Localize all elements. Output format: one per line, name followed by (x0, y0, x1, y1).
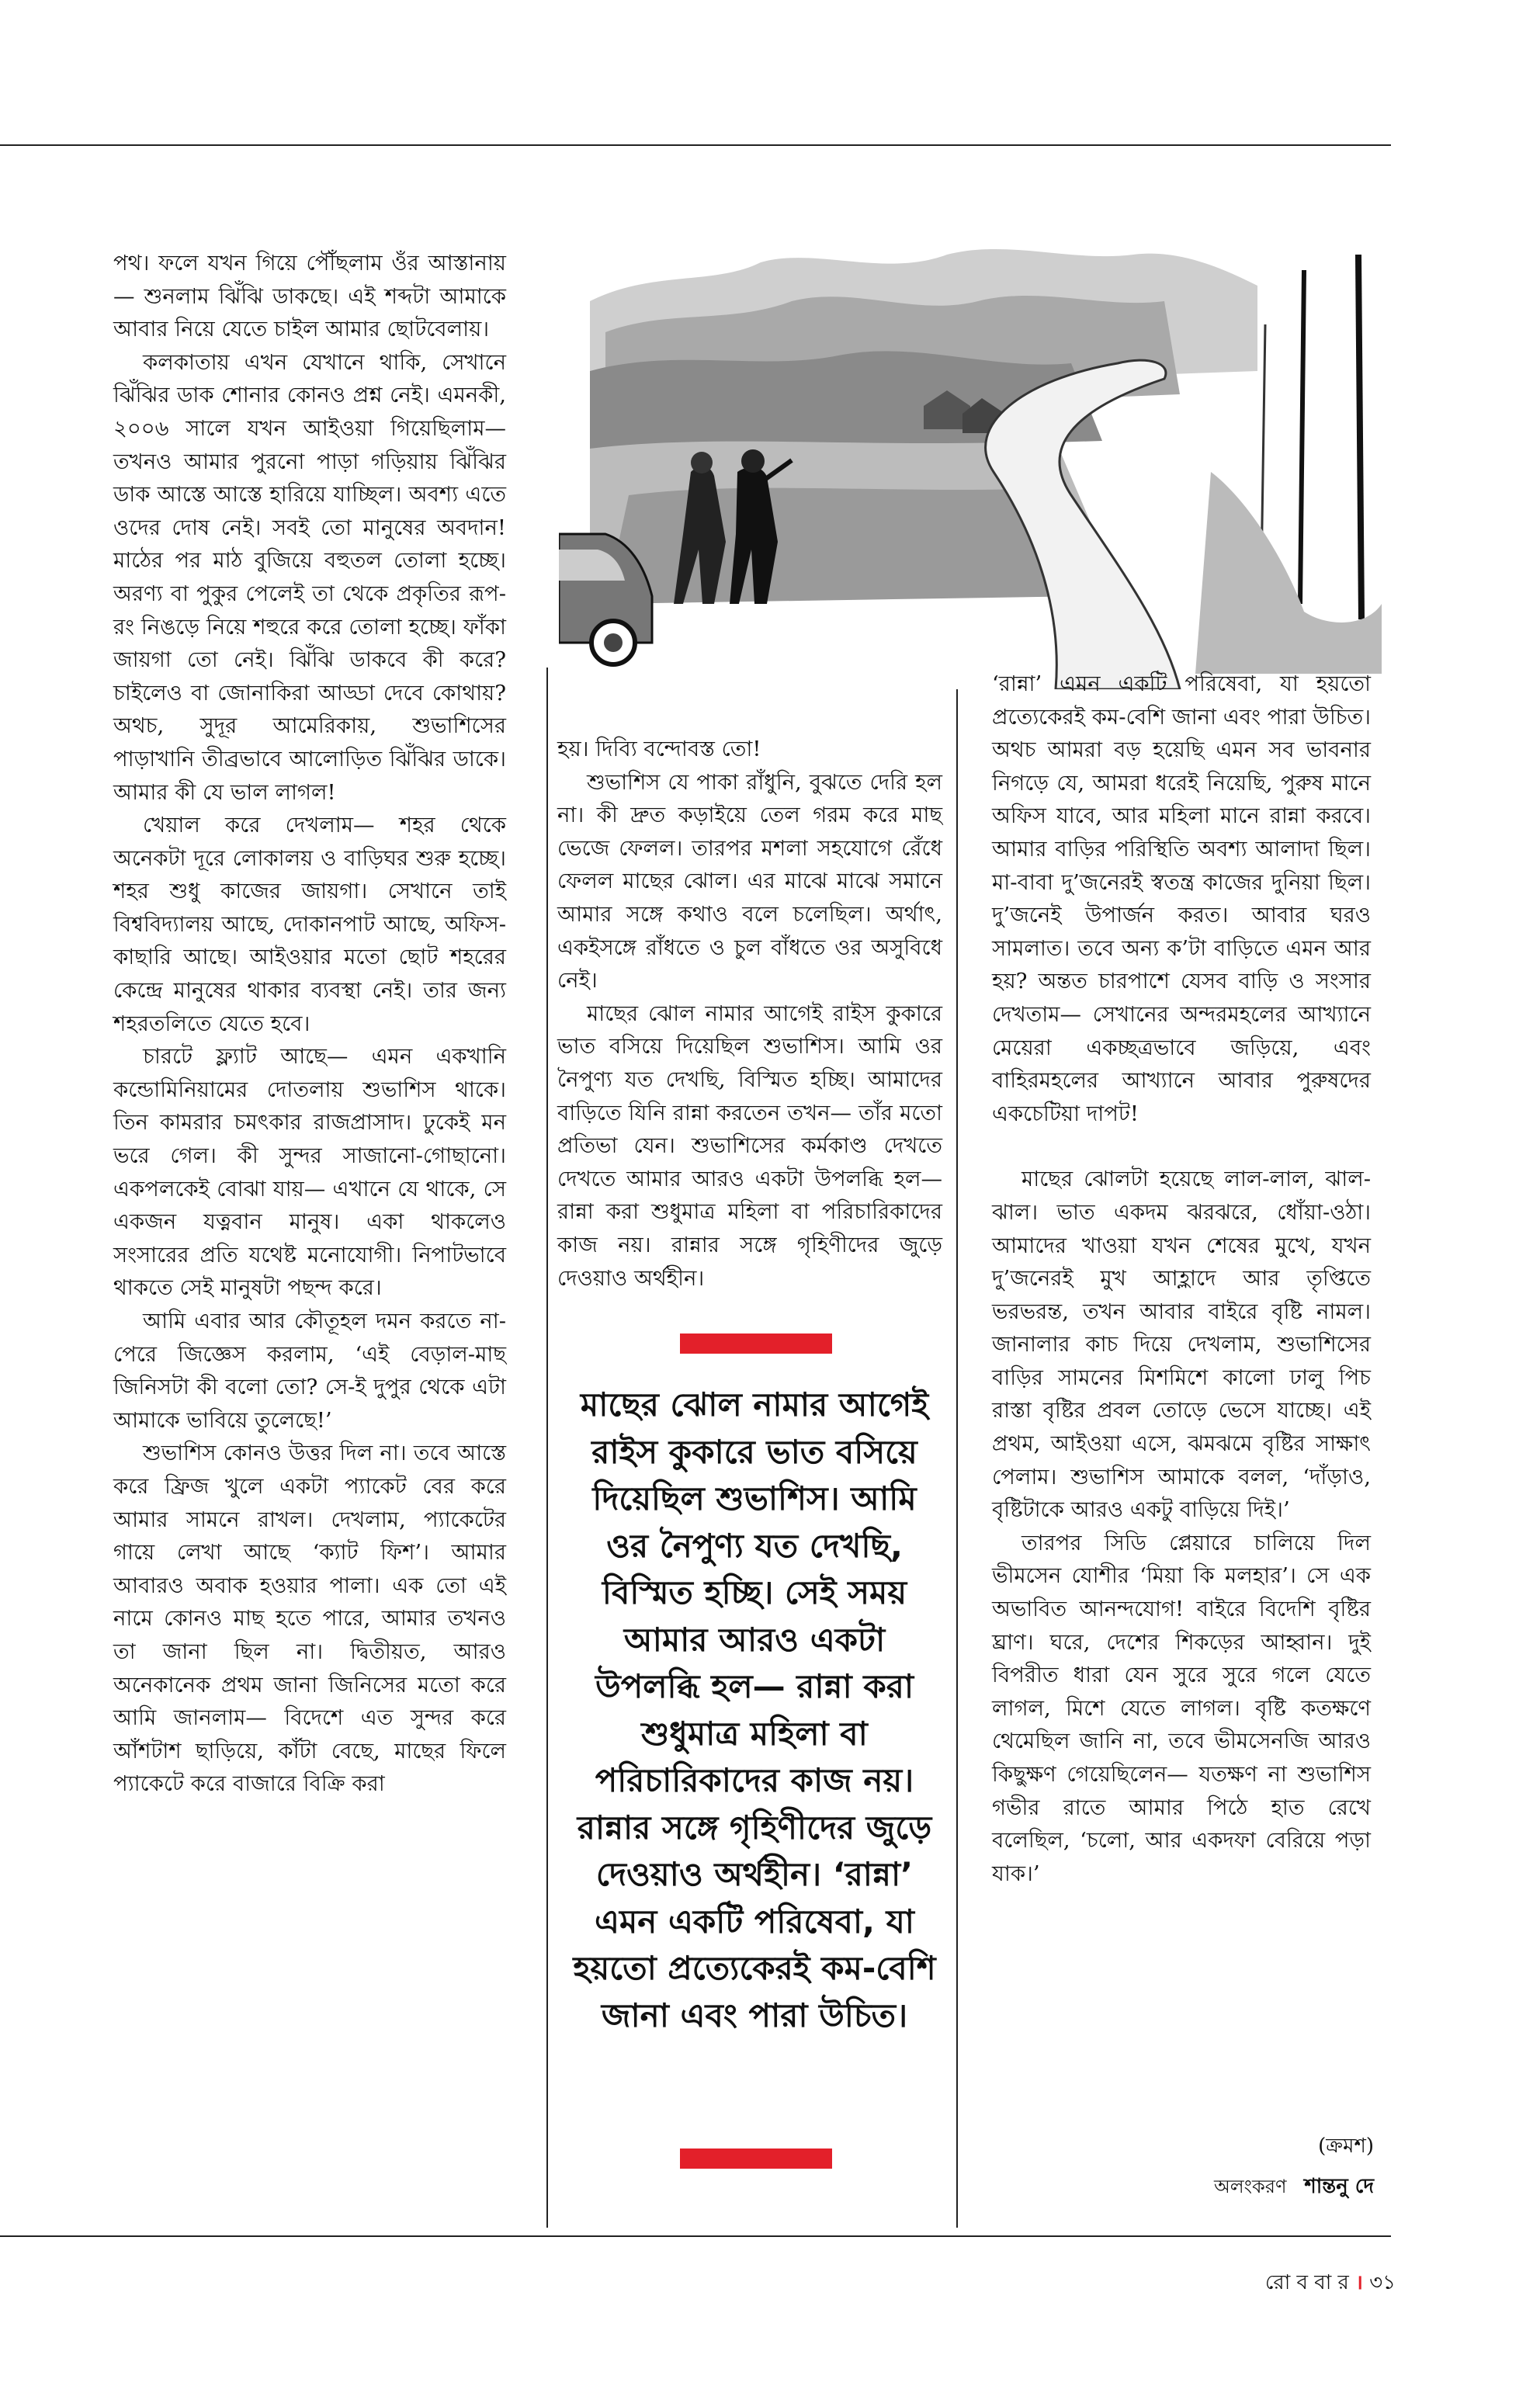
paragraph: চারটে ফ্ল্যাট আছে— এমন একখানি কন্ডোমিনিয়ামের দোতলায় শুভাশিস থাকে। তিন কামরার চমৎকার রাজপ্রাসাদ। ঢুকেই মন ভরে গেল। কী সুন্দর সাজানো-গোছানো। একপলকেই বোঝা যায়— এখানে যে থাকে, সে একজন যত্নবান মানুষ। একা থাকলেও সংসারের প্রতি যথেষ্ট মনোযোগী। নিপাটভাবে থাকতে সেই মানুষটা পছন্দ করে। (113, 1044, 506, 1301)
paragraph: শুভাশিস যে পাকা রাঁধুনি, বুঝতে দেরি হল না। কী দ্রুত কড়াইয়ে তেল গরম করে মাছ ভেজে ফেলল। তারপর মশলা সহযোগে রেঁধে ফেলল মাছের ঝোল। এর মাঝে মাঝে সমানে আমার সঙ্গে কথাও বলে চলেছিল। অর্থাৎ, একইসঙ্গে রাঁধতে ও চুল বাঁধতে ওর অসুবিধে নেই। (557, 769, 942, 994)
road-landscape-illustration (559, 239, 1397, 689)
page-folio (1265, 2266, 1396, 2301)
page-number: ৩১ (1369, 2271, 1396, 2294)
paragraph: পথ। ফলে যখন গিয়ে পৌঁছলাম ওঁর আস্তানায়— শুনলাম ঝিঁঝি ডাকছে। এই শব্দটা আমাকে আবার নিয়ে যেতে চাইল আমার ছোটবেলায়। (113, 251, 506, 342)
article-column-2 (557, 733, 942, 1295)
paragraph: আমি এবার আর কৌতূহল দমন করতে না-পেরে জিজ্ঞেস করলাম, ‘এই বেড়াল-মাছ জিনিসটা কী বলো তো? সে-ই দুপুর থেকে এটা আমাকে ভাবিয়ে তুলেছে!’ (113, 1309, 506, 1433)
paragraph: মাছের ঝোলটা হয়েছে লাল-লাল, ঝাল-ঝাল। ভাত একদম ঝরঝরে, ধোঁয়া-ওঠা। আমাদের খাওয়া যখন শেষের মুখে, যখন দু’জনেরই মুখ আহ্লাদে আর তৃপ্তিতে ভরভরন্ত, তখন আবার বাইরে বৃষ্টি নামল। জানালার কাচ দিয়ে দেখলাম, শুভাশিসের বাড়ির সামনের মিশমিশে কালো ঢালু পিচ রাস্তা বৃষ্টির প্রবল তোড়ে ভেসে যাচ্ছে। এই প্রথম, আইওয়া এসে, ঝমঝমে বৃষ্টির সাক্ষাৎ পেলাম। শুভাশিস আমাকে বলল, ‘দাঁড়াও, বৃষ্টিটাকে আরও একটু বাড়িয়ে দিই।’ (992, 1167, 1371, 1523)
credit-label: অলংকরণ (1213, 2176, 1287, 2197)
column-divider-left (546, 668, 548, 2228)
credit-name: শান্তনু দে (1304, 2175, 1374, 2198)
article-column-3 (992, 668, 1371, 1890)
paragraph: হয়। দিব্যি বন্দোবস্ত তো! (557, 737, 761, 761)
column-divider-right (956, 668, 958, 2228)
paragraph: ‘রান্না’ এমন একটি পরিষেবা, যা হয়তো প্রত্যেকেরই কম-বেশি জানা এবং পারা উচিত। অথচ আমরা বড় হয়েছি এমন সব ভাবনার নিগড়ে যে, আমরা ধরেই নিয়েছি, পুরুষ মানে অফিস যাবে, আর মহিলা মানে রান্না করবে। আমার বাড়ির পরিস্থিতি অবশ্য আলাদা ছিল। মা-বাবা দু’জনেরই স্বতন্ত্র কাজের দুনিয়া ছিল। দু’জনেই উপার্জন করত। আবার ঘরও সামলাত। তবে অন্য ক’টা বাড়িতে এমন আর হয়? অন্তত চারপাশে যেসব বাড়ি ও সংসার দেখতাম— সেখানের অন্দরমহলের আখ্যানে মেয়েরা একচ্ছত্রভাবে জড়িয়ে, এবং বাহিরমহলের আখ্যানে আবার পুরুষদের একচেটিয়া দাপট! (992, 671, 1371, 1126)
paragraph: কলকাতায় এখন যেখানে থাকি, সেখানে ঝিঁঝির ডাক শোনার কোনও প্রশ্ন নেই। এমনকী, ২০০৬ সালে যখন আইওয়া গিয়েছিলাম— তখনও আমার পুরনো পাড়া গড়িয়ায় ঝিঁঝির ডাক আস্তে আস্তে হারিয়ে যাচ্ছিল। অবশ্য এতে ওদের দোষ নেই। সবই তো মানুষের অবদান! মাঠের পর মাঠ বুজিয়ে বহুতল তোলা হচ্ছে। অরণ্য বা পুকুর পেলেই তা থেকে প্রকৃতির রূপ-রং নিঙড়ে নিয়ে শহুরে করে তোলা হচ্ছে। ফাঁকা জায়গা তো নেই। ঝিঁঝি ডাকবে কী করে? চাইলেও বা জোনাকিরা আড্ডা দেবে কোথায়? অথচ, সুদূর আমেরিকায়, শুভাশিসের পাড়াখানি তীব্রভাবে আলোড়িত ঝিঁঝির ডাকে। আমার কী যে ভাল লাগল! (113, 349, 506, 805)
continued-label: (ক্রমশ) (1318, 2135, 1374, 2158)
pull-quote: মাছের ঝোল নামার আগেই রাইস কুকারে ভাত বসিয়ে দিয়েছিল শুভাশিস। আমি ওর নৈপুণ্য যত দেখছি, বিস্মিত হচ্ছি। সেই সময় আমার আরও একটা উপলব্ধি হল— রান্না করা শুধুমাত্র মহিলা বা পরিচারিকাদের কাজ নয়। রান্নার সঙ্গে গৃহিণীদের জুড়ে দেওয়াও অর্থহীন। ‘রান্না’ এমন একটি পরিষেবা, যা হয়তো প্রত্যেকেরই কম-বেশি জানা এবং পারা উচিত। (573, 1386, 936, 2034)
magazine-name: রো ব বা র (1264, 2271, 1349, 2294)
bottom-rule (0, 2235, 1391, 2237)
folio-separator: । (1355, 2271, 1363, 2294)
paragraph: মাছের ঝোল নামার আগেই রাইস কুকারে ভাত বসিয়ে দিয়েছিল শুভাশিস। আমি ওর নৈপুণ্য যত দেখছি, বিস্মিত হচ্ছি। আমাদের বাড়িতে যিনি রান্না করতেন তখন— তাঁর মতো প্রতিভা যেন। শুভাশিসের কর্মকাণ্ড দেখতে দেখতে আমার আরও একটা উপলব্ধি হল— রান্না করা শুধুমাত্র মহিলা বা পরিচারিকাদের কাজ নয়। রান্নার সঙ্গে গৃহিণীদের জুড়ে দেওয়াও অর্থহীন। (557, 1001, 942, 1291)
illustration-credit (1214, 2170, 1374, 2204)
article-column-1 (113, 247, 506, 1801)
pull-quote-bottom-bar (680, 2148, 832, 2169)
paragraph: খেয়াল করে দেখলাম— শহর থেকে অনেকটা দূরে লোকালয় ও বাড়িঘর শুরু হচ্ছে। শহর শুধু কাজের জায়গা। সেখানে তাই বিশ্ববিদ্যালয় আছে, দোকানপাট আছে, অফিস-কাছারি আছে। আইওয়ার মতো ছোট শহরের কেন্দ্রে মানুষের থাকার ব্যবস্থা নেই। তার জন্য শহরতলিতে যেতে হবে। (113, 813, 506, 1036)
pull-quote-top-bar (680, 1333, 832, 1354)
paragraph: শুভাশিস কোনও উত্তর দিল না। তবে আস্তে করে ফ্রিজ খুলে একটা প্যাকেট বের করে আমার সামনে রাখল। দেখলাম, প্যাকেটের গায়ে লেখা আছে ‘ক্যাট ফিশ’। আমার আবারও অবাক হওয়ার পালা। এক তো এই নামে কোনও মাছ হতে পারে, আমার তখনও তা জানা ছিল না। দ্বিতীয়ত, আরও অনেকানেক প্রথম জানা জিনিসের মতো করে আমি জানলাম— বিদেশে এত সুন্দর করে আঁশটাশ ছাড়িয়ে, কাঁটা বেছে, মাছের ফিলে প্যাকেটে করে বাজারে বিক্রি করা (113, 1441, 506, 1797)
paragraph: তারপর সিডি প্লেয়ারে চালিয়ে দিল ভীমসেন যোশীর ‘মিয়া কি মলহার’। সে এক অভাবিত আনন্দযোগ! বাইরে বিদেশি বৃষ্টির ঘ্রাণ। ঘরে, দেশের শিকড়ের আহ্বান। দুই বিপরীত ধারা যেন সুরে সুরে গলে যেতে লাগল, মিশে যেতে লাগল। বৃষ্টি কতক্ষণে থেমেছিল জানি না, তবে ভীমসেনজি আরও কিছুক্ষণ গেয়েছিলেন— যতক্ষণ না শুভাশিস গভীর রাতে আমার পিঠে হাত রেখে বলেছিল, ‘চলো, আর একদফা বেরিয়ে পড়া যাক।’ (992, 1530, 1371, 1886)
top-rule (0, 144, 1391, 146)
